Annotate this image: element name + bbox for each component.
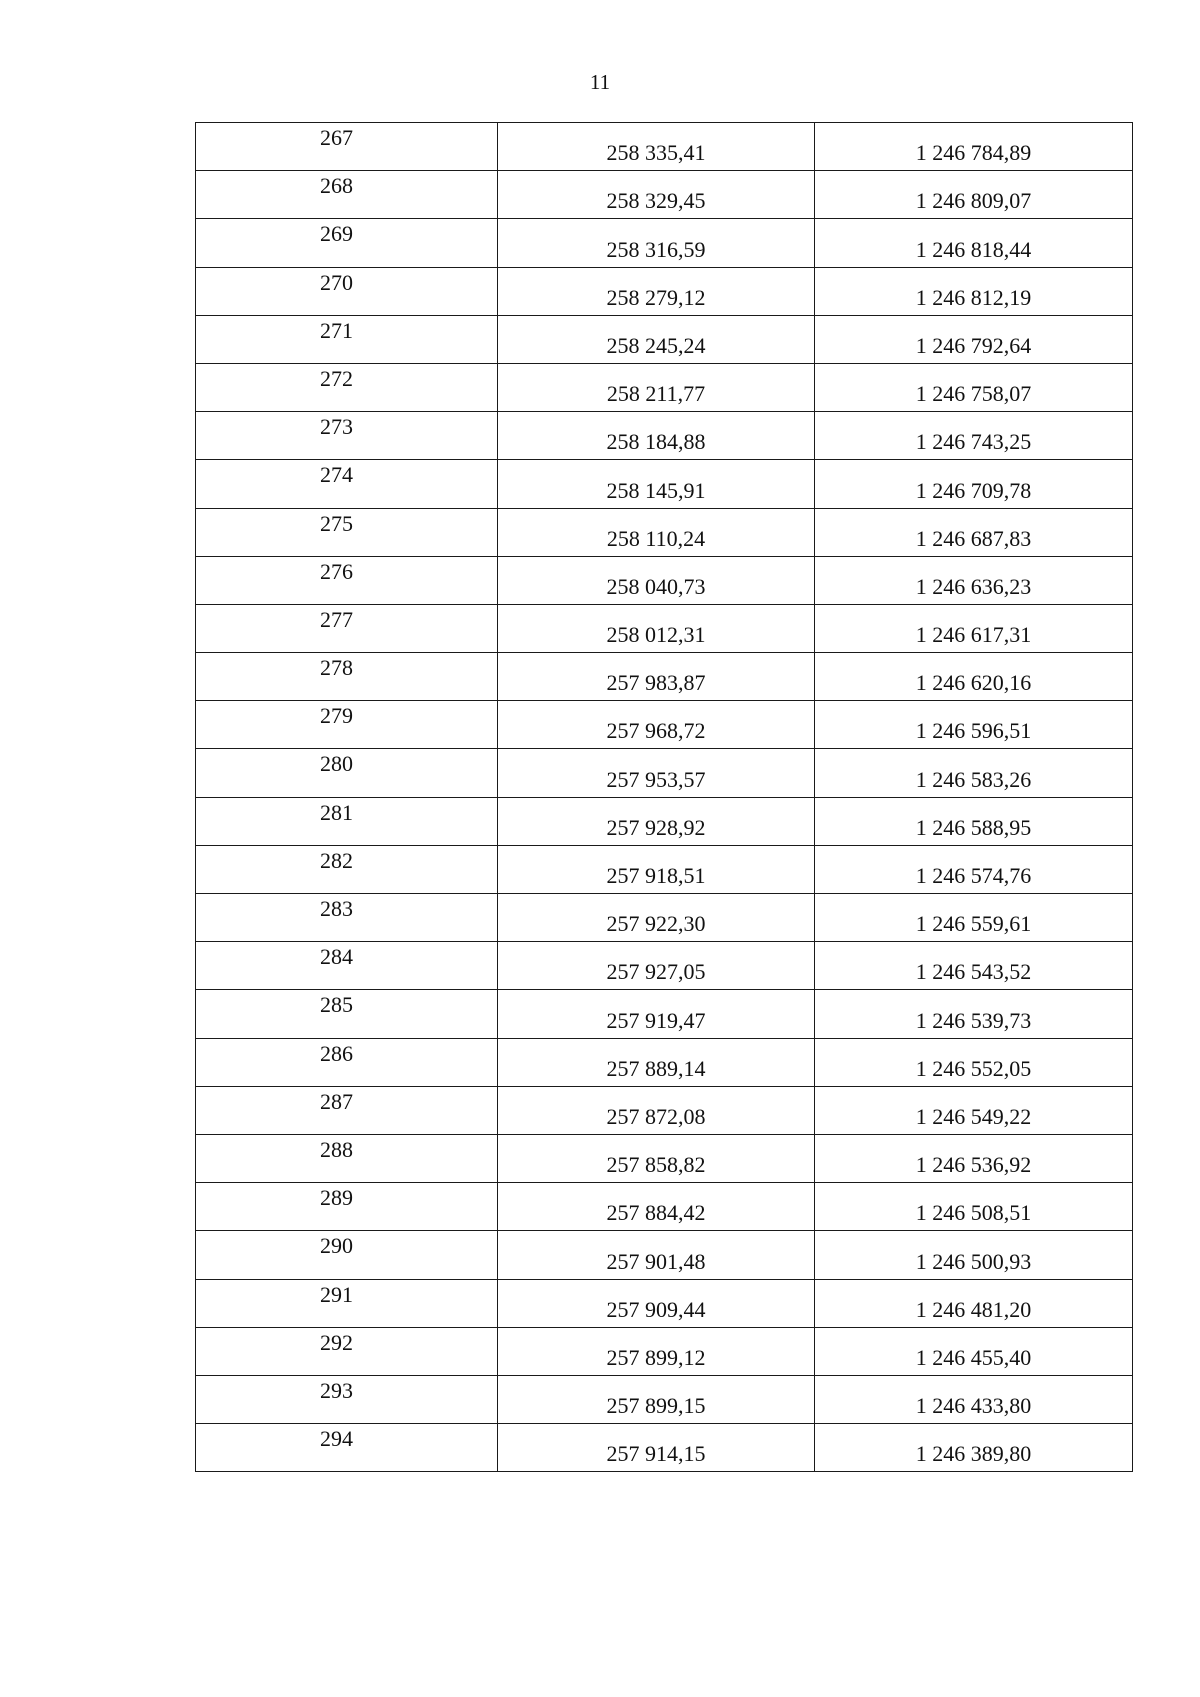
table-row bbox=[196, 460, 1133, 508]
table-row bbox=[196, 1038, 1133, 1086]
point-number-cell: 292 bbox=[196, 1327, 498, 1375]
table-row bbox=[196, 1086, 1133, 1134]
point-number-cell: 268 bbox=[196, 171, 498, 219]
page-number: 11 bbox=[589, 70, 611, 94]
point-number-cell: 283 bbox=[196, 894, 498, 942]
point-number-cell: 294 bbox=[196, 1424, 498, 1472]
point-number-cell: 280 bbox=[196, 749, 498, 797]
x-coordinate-cell: 257 914,15 bbox=[498, 1424, 815, 1472]
y-coordinate-cell: 1 246 536,92 bbox=[815, 1134, 1133, 1182]
y-coordinate-cell: 1 246 552,05 bbox=[815, 1038, 1133, 1086]
x-coordinate-cell: 257 968,72 bbox=[498, 701, 815, 749]
x-coordinate-cell: 257 918,51 bbox=[498, 845, 815, 893]
point-number-cell: 274 bbox=[196, 460, 498, 508]
y-coordinate-cell: 1 246 792,64 bbox=[815, 315, 1133, 363]
y-coordinate-cell: 1 246 758,07 bbox=[815, 363, 1133, 411]
y-coordinate-cell: 1 246 588,95 bbox=[815, 797, 1133, 845]
y-coordinate-cell: 1 246 818,44 bbox=[815, 219, 1133, 267]
point-number-cell: 282 bbox=[196, 845, 498, 893]
y-coordinate-cell: 1 246 455,40 bbox=[815, 1327, 1133, 1375]
x-coordinate-cell: 257 884,42 bbox=[498, 1183, 815, 1231]
y-coordinate-cell: 1 246 784,89 bbox=[815, 123, 1133, 171]
point-number-cell: 291 bbox=[196, 1279, 498, 1327]
y-coordinate-cell: 1 246 617,31 bbox=[815, 604, 1133, 652]
x-coordinate-cell: 258 184,88 bbox=[498, 412, 815, 460]
table-row bbox=[196, 1134, 1133, 1182]
x-coordinate-cell: 257 858,82 bbox=[498, 1134, 815, 1182]
x-coordinate-cell: 258 335,41 bbox=[498, 123, 815, 171]
point-number-cell: 279 bbox=[196, 701, 498, 749]
point-number-cell: 270 bbox=[196, 267, 498, 315]
point-number-cell: 272 bbox=[196, 363, 498, 411]
table-row bbox=[196, 219, 1133, 267]
x-coordinate-cell: 257 919,47 bbox=[498, 990, 815, 1038]
table-row bbox=[196, 604, 1133, 652]
x-coordinate-cell: 258 329,45 bbox=[498, 171, 815, 219]
x-coordinate-cell: 257 983,87 bbox=[498, 653, 815, 701]
table-row bbox=[196, 942, 1133, 990]
y-coordinate-cell: 1 246 636,23 bbox=[815, 556, 1133, 604]
point-number-cell: 278 bbox=[196, 653, 498, 701]
x-coordinate-cell: 258 040,73 bbox=[498, 556, 815, 604]
table-row bbox=[196, 845, 1133, 893]
y-coordinate-cell: 1 246 709,78 bbox=[815, 460, 1133, 508]
table-row bbox=[196, 894, 1133, 942]
y-coordinate-cell: 1 246 620,16 bbox=[815, 653, 1133, 701]
x-coordinate-cell: 257 901,48 bbox=[498, 1231, 815, 1279]
point-number-cell: 287 bbox=[196, 1086, 498, 1134]
x-coordinate-cell: 258 110,24 bbox=[498, 508, 815, 556]
y-coordinate-cell: 1 246 389,80 bbox=[815, 1424, 1133, 1472]
y-coordinate-cell: 1 246 809,07 bbox=[815, 171, 1133, 219]
point-number-cell: 267 bbox=[196, 123, 498, 171]
table-row bbox=[196, 1231, 1133, 1279]
point-number-cell: 286 bbox=[196, 1038, 498, 1086]
point-number-cell: 289 bbox=[196, 1183, 498, 1231]
y-coordinate-cell: 1 246 508,51 bbox=[815, 1183, 1133, 1231]
x-coordinate-cell: 258 279,12 bbox=[498, 267, 815, 315]
y-coordinate-cell: 1 246 574,76 bbox=[815, 845, 1133, 893]
y-coordinate-cell: 1 246 433,80 bbox=[815, 1375, 1133, 1423]
x-coordinate-cell: 257 899,12 bbox=[498, 1327, 815, 1375]
table-row bbox=[196, 363, 1133, 411]
coordinates-table-body bbox=[196, 123, 1133, 1472]
table-row bbox=[196, 653, 1133, 701]
point-number-cell: 285 bbox=[196, 990, 498, 1038]
x-coordinate-cell: 258 012,31 bbox=[498, 604, 815, 652]
x-coordinate-cell: 258 145,91 bbox=[498, 460, 815, 508]
y-coordinate-cell: 1 246 687,83 bbox=[815, 508, 1133, 556]
coordinates-table bbox=[195, 122, 1133, 1472]
y-coordinate-cell: 1 246 583,26 bbox=[815, 749, 1133, 797]
table-row bbox=[196, 412, 1133, 460]
y-coordinate-cell: 1 246 549,22 bbox=[815, 1086, 1133, 1134]
x-coordinate-cell: 258 245,24 bbox=[498, 315, 815, 363]
table-row bbox=[196, 171, 1133, 219]
table-row bbox=[196, 749, 1133, 797]
table-row bbox=[196, 123, 1133, 171]
table-row bbox=[196, 1424, 1133, 1472]
table-row bbox=[196, 797, 1133, 845]
x-coordinate-cell: 257 889,14 bbox=[498, 1038, 815, 1086]
table-row bbox=[196, 315, 1133, 363]
point-number-cell: 284 bbox=[196, 942, 498, 990]
point-number-cell: 269 bbox=[196, 219, 498, 267]
point-number-cell: 293 bbox=[196, 1375, 498, 1423]
point-number-cell: 277 bbox=[196, 604, 498, 652]
x-coordinate-cell: 257 953,57 bbox=[498, 749, 815, 797]
y-coordinate-cell: 1 246 812,19 bbox=[815, 267, 1133, 315]
y-coordinate-cell: 1 246 543,52 bbox=[815, 942, 1133, 990]
x-coordinate-cell: 257 928,92 bbox=[498, 797, 815, 845]
table-row bbox=[196, 556, 1133, 604]
x-coordinate-cell: 258 316,59 bbox=[498, 219, 815, 267]
point-number-cell: 273 bbox=[196, 412, 498, 460]
point-number-cell: 281 bbox=[196, 797, 498, 845]
table-row bbox=[196, 1183, 1133, 1231]
point-number-cell: 271 bbox=[196, 315, 498, 363]
table-row bbox=[196, 990, 1133, 1038]
x-coordinate-cell: 257 872,08 bbox=[498, 1086, 815, 1134]
y-coordinate-cell: 1 246 559,61 bbox=[815, 894, 1133, 942]
y-coordinate-cell: 1 246 539,73 bbox=[815, 990, 1133, 1038]
table-row bbox=[196, 1327, 1133, 1375]
y-coordinate-cell: 1 246 596,51 bbox=[815, 701, 1133, 749]
x-coordinate-cell: 257 922,30 bbox=[498, 894, 815, 942]
point-number-cell: 275 bbox=[196, 508, 498, 556]
table-row bbox=[196, 1375, 1133, 1423]
x-coordinate-cell: 258 211,77 bbox=[498, 363, 815, 411]
table-row bbox=[196, 267, 1133, 315]
x-coordinate-cell: 257 899,15 bbox=[498, 1375, 815, 1423]
y-coordinate-cell: 1 246 743,25 bbox=[815, 412, 1133, 460]
table-row bbox=[196, 1279, 1133, 1327]
x-coordinate-cell: 257 927,05 bbox=[498, 942, 815, 990]
table-row bbox=[196, 701, 1133, 749]
x-coordinate-cell: 257 909,44 bbox=[498, 1279, 815, 1327]
point-number-cell: 276 bbox=[196, 556, 498, 604]
y-coordinate-cell: 1 246 481,20 bbox=[815, 1279, 1133, 1327]
point-number-cell: 288 bbox=[196, 1134, 498, 1182]
y-coordinate-cell: 1 246 500,93 bbox=[815, 1231, 1133, 1279]
table-row bbox=[196, 508, 1133, 556]
point-number-cell: 290 bbox=[196, 1231, 498, 1279]
